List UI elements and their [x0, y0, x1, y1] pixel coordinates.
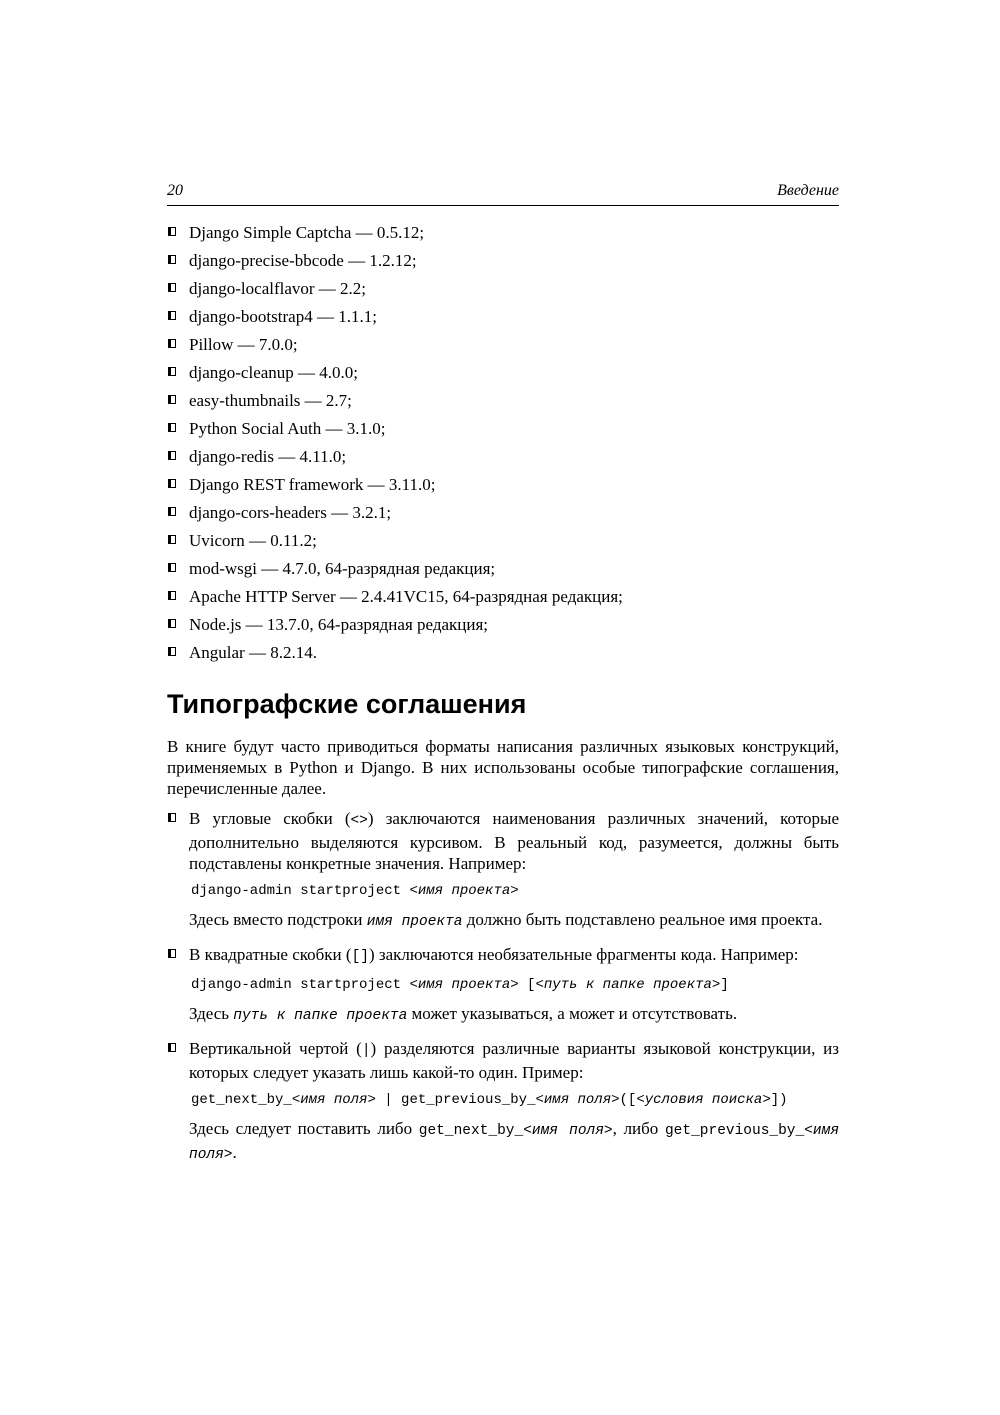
- list-item: [167, 390, 839, 411]
- text-segment: должно быть подставлено реальное имя проекта.: [462, 909, 823, 929]
- square-bullet-icon: [168, 451, 176, 460]
- package-text: easy-thumbnails — 2.7;: [189, 391, 352, 410]
- note-paragraph: [189, 1003, 839, 1027]
- package-text: django-precise-bbcode — 1.2.12;: [189, 251, 417, 270]
- code-segment: django-admin startproject: [191, 882, 410, 899]
- square-bullet-icon: [168, 255, 176, 264]
- package-text: Angular — 8.2.14.: [189, 643, 317, 662]
- code-placeholder: <имя проекта>: [409, 976, 519, 993]
- code-segment: django-admin startproject: [191, 976, 410, 993]
- square-bullet-icon: [168, 339, 176, 348]
- conventions-list: [167, 808, 839, 1166]
- section-title: Введение: [777, 182, 839, 199]
- code-segment: ([: [619, 1091, 637, 1108]
- page-header: [167, 183, 839, 206]
- convention-item: [167, 944, 839, 1027]
- list-item: [167, 306, 839, 327]
- text-segment: ) разделяются различные варианты языковой конструкции, из которых следует указать лишь какой-то один. Пример:: [189, 1038, 839, 1082]
- square-bullet-icon: [168, 647, 176, 656]
- code-segment: [: [518, 976, 536, 993]
- square-bullet-icon: [168, 311, 176, 320]
- intro-paragraph: В книге будут часто приводиться форматы написания различных языковых конструкций, применяемых в Python и Django. В них использованы особые типографские соглашения, перечисленные далее.: [167, 736, 839, 798]
- list-item: [167, 418, 839, 439]
- note-paragraph: [189, 909, 839, 933]
- text-segment: Здесь: [189, 1003, 234, 1023]
- package-text: django-redis — 4.11.0;: [189, 447, 347, 466]
- list-item: [167, 474, 839, 495]
- square-bullet-icon: [168, 423, 176, 432]
- convention-body: [189, 944, 839, 1027]
- code-placeholder: <имя поля>: [189, 1122, 840, 1163]
- text-segment: .: [232, 1142, 237, 1162]
- code-segment: get_next_by_: [418, 1122, 524, 1139]
- list-item: [167, 250, 839, 271]
- code-segment: ]): [770, 1091, 788, 1108]
- code-line: [191, 883, 839, 900]
- convention-body: [189, 1038, 839, 1166]
- code-segment: |: [361, 1042, 371, 1059]
- list-item: [167, 334, 839, 355]
- square-bullet-icon: [168, 563, 176, 572]
- code-placeholder: <путь к папке проекта>: [535, 976, 721, 993]
- text-segment: , либо: [612, 1118, 665, 1138]
- convention-item: [167, 1038, 839, 1166]
- convention-text: [189, 808, 839, 874]
- page-number: 20: [167, 182, 183, 199]
- code-placeholder: <имя проекта>: [409, 882, 519, 899]
- convention-item: [167, 808, 839, 933]
- code-placeholder: <имя поля>: [535, 1091, 620, 1108]
- package-text: Pillow — 7.0.0;: [189, 335, 298, 354]
- text-segment: может указываться, а может и отсутствовать.: [407, 1003, 738, 1023]
- list-item: [167, 614, 839, 635]
- text-segment: ) заключаются наименования различных значений, которые дополнительно выделяются курсивом. В реальный код, разумеется, должны быть подставлены конкретные значения. Например:: [189, 808, 839, 873]
- note-paragraph: [189, 1118, 839, 1166]
- list-item: [167, 446, 839, 467]
- package-text: mod-wsgi — 4.7.0, 64-разрядная редакция;: [189, 559, 496, 578]
- code-segment: | get_previous_by_: [375, 1091, 536, 1108]
- code-segment: []: [351, 948, 369, 965]
- list-item: [167, 530, 839, 551]
- package-text: django-cors-headers — 3.2.1;: [189, 503, 392, 522]
- square-bullet-icon: [168, 591, 176, 600]
- convention-text: [189, 1038, 839, 1083]
- code-placeholder: путь к папке проекта: [233, 1007, 408, 1024]
- code-placeholder: <имя поля>: [291, 1091, 376, 1108]
- package-list: [167, 222, 839, 663]
- list-item: [167, 642, 839, 663]
- code-segment: ]: [720, 976, 729, 993]
- list-item: [167, 558, 839, 579]
- text-segment: Здесь следует поставить либо: [189, 1118, 419, 1138]
- code-segment: get_next_by_: [191, 1091, 292, 1108]
- package-text: Django Simple Captcha — 0.5.12;: [189, 223, 425, 242]
- list-item: [167, 222, 839, 243]
- package-text: Apache HTTP Server — 2.4.41VC15, 64-разрядная редакция;: [189, 587, 623, 606]
- code-line: [191, 977, 839, 994]
- square-bullet-icon: [168, 367, 176, 376]
- square-bullet-icon: [168, 395, 176, 404]
- square-bullet-icon: [168, 227, 176, 236]
- square-bullet-icon: [168, 619, 176, 628]
- code-placeholder: <условия поиска>: [636, 1091, 771, 1108]
- package-text: Node.js — 13.7.0, 64-разрядная редакция;: [189, 615, 489, 634]
- square-bullet-icon: [168, 1043, 176, 1052]
- text-segment: В квадратные скобки (: [189, 944, 352, 964]
- code-line: [191, 1092, 839, 1109]
- package-text: Django REST framework — 3.11.0;: [189, 475, 436, 494]
- list-item: [167, 278, 839, 299]
- package-text: Uvicorn — 0.11.2;: [189, 531, 317, 550]
- code-segment: get_previous_by_: [664, 1122, 805, 1139]
- package-text: django-cleanup — 4.0.0;: [189, 363, 359, 382]
- square-bullet-icon: [168, 479, 176, 488]
- list-item: [167, 362, 839, 383]
- list-item: [167, 586, 839, 607]
- square-bullet-icon: [168, 949, 176, 958]
- text-segment: Вертикальной чертой (: [189, 1038, 362, 1058]
- section-heading: Типографские соглашения: [167, 689, 527, 719]
- list-item: [167, 502, 839, 523]
- page-content: [167, 183, 839, 1177]
- convention-body: [189, 808, 839, 933]
- package-text: django-localflavor — 2.2;: [189, 279, 367, 298]
- package-text: django-bootstrap4 — 1.1.1;: [189, 307, 377, 326]
- text-segment: ) заключаются необязательные фрагменты кода. Например:: [368, 944, 799, 964]
- square-bullet-icon: [168, 535, 176, 544]
- code-placeholder: <имя поля>: [523, 1122, 613, 1139]
- convention-text: [189, 944, 839, 968]
- code-placeholder: имя проекта: [366, 913, 463, 930]
- package-text: Python Social Auth — 3.1.0;: [189, 419, 386, 438]
- square-bullet-icon: [168, 507, 176, 516]
- code-segment: <>: [350, 812, 368, 829]
- text-segment: В угловые скобки (: [189, 808, 351, 828]
- text-segment: Здесь вместо подстроки: [189, 909, 367, 929]
- square-bullet-icon: [168, 813, 176, 822]
- square-bullet-icon: [168, 283, 176, 292]
